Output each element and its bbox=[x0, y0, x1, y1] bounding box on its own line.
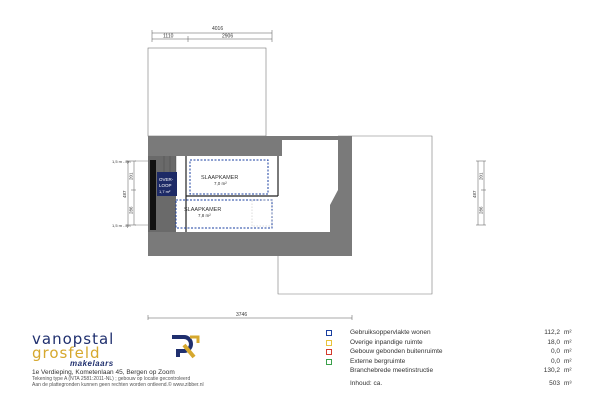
legend-unit: m² bbox=[564, 338, 572, 346]
overloop-label-2: LOOP bbox=[159, 183, 172, 188]
legend-row bbox=[326, 358, 576, 368]
dim-height-right-upper: 201 bbox=[478, 172, 484, 180]
dim-height-right-total: 487 bbox=[472, 190, 477, 198]
dim-left-width: 1110 bbox=[163, 33, 174, 40]
dim-total-width: 4016 bbox=[212, 26, 224, 32]
legend-unit: m² bbox=[564, 348, 572, 355]
dim-height-left-upper: 201 bbox=[128, 172, 134, 180]
legend-inhoud-row bbox=[326, 380, 576, 390]
room-name-2: SLAAPKAMER bbox=[184, 207, 222, 213]
brand-name-line2: grosfeld bbox=[32, 344, 101, 362]
area-legend bbox=[326, 329, 576, 389]
legend-value: 0,0 bbox=[550, 348, 560, 355]
legend-swatch-green bbox=[326, 359, 332, 365]
stair-void bbox=[150, 160, 156, 230]
level-lower-label: 1,5 m - lijn bbox=[112, 223, 131, 228]
legend-label: Gebouw gebonden buitenruimte bbox=[350, 348, 443, 355]
top-dimension bbox=[152, 26, 272, 42]
inhoud-value: 503 bbox=[549, 379, 560, 387]
legend-value: 112,2 bbox=[544, 329, 560, 336]
legend-value: 130,2 bbox=[543, 367, 560, 374]
legend-label: Gebruiksoppervlakte wonen bbox=[350, 329, 431, 336]
legend-label: Branchebrede meetinstructie bbox=[350, 367, 434, 374]
legend-row bbox=[326, 339, 576, 349]
dim-bottom-width: 3746 bbox=[236, 312, 248, 318]
legend-row bbox=[326, 348, 576, 358]
legend-unit: m² bbox=[564, 357, 572, 365]
legend-swatch-blue bbox=[326, 330, 332, 336]
legend-value: 0,0 bbox=[550, 357, 560, 365]
brand-logo-mark bbox=[168, 333, 204, 359]
brand-name-line3: makelaars bbox=[70, 359, 114, 368]
right-height-dimension bbox=[476, 161, 486, 225]
bottom-dimension bbox=[148, 315, 352, 320]
legend-label: Overige inpandige ruimte bbox=[350, 338, 423, 346]
level-upper-label: 1,5 m - lijn bbox=[112, 159, 131, 164]
room-area-2: 7,8 m² bbox=[198, 213, 211, 218]
overloop-label-1: OVER- bbox=[159, 177, 174, 182]
room-area-1: 7,0 m² bbox=[214, 181, 227, 186]
legend-swatch-red bbox=[326, 349, 332, 355]
drawing-type-note: Tekening type A (NTA 2581:2011-NL) ; gebouw op locatie gecontroleerd bbox=[32, 376, 191, 382]
legend-unit: m² bbox=[564, 329, 572, 336]
dim-height-left-lower: 286 bbox=[128, 206, 134, 214]
legend-row bbox=[326, 367, 576, 377]
legend-unit: m² bbox=[564, 367, 572, 374]
room-name-1: SLAAPKAMER bbox=[201, 175, 239, 181]
dim-mid-width: 2906 bbox=[222, 33, 234, 40]
legend-swatch-yellow bbox=[326, 340, 332, 346]
roof-outline-upper bbox=[148, 48, 266, 136]
dim-height-right-lower: 286 bbox=[478, 206, 484, 214]
brand-name-line1: vanopstal bbox=[32, 330, 115, 348]
property-address: 1e Verdieping, Kometenlaan 45, Bergen op Zoom bbox=[32, 369, 175, 376]
legend-row bbox=[326, 329, 576, 339]
inhoud-label: Inhoud: ca. bbox=[350, 379, 383, 387]
legend-label: Externe bergruimte bbox=[350, 357, 406, 365]
inhoud-unit: m³ bbox=[564, 379, 572, 387]
dim-height-left-total: 487 bbox=[122, 190, 127, 198]
disclaimer-note: Aan de plattegronden kunnen geen rechten worden ontleend.© www.zibber.nl bbox=[32, 382, 204, 388]
legend-value: 18,0 bbox=[547, 338, 560, 346]
overloop-area: 1,7 m² bbox=[159, 189, 171, 194]
left-height-dimension bbox=[126, 161, 136, 225]
